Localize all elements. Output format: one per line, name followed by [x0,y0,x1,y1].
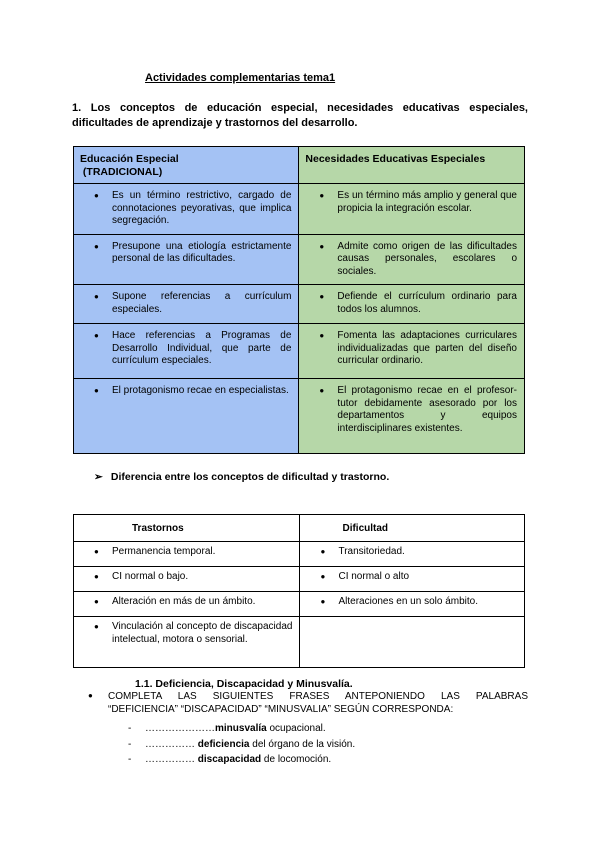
arrow-bullet-icon: ➢ [94,471,103,483]
blank-dots: …………… [145,754,198,765]
bullet-icon: ● [94,292,99,301]
fill-in-list [128,721,355,768]
instruction-line1: COMPLETA LAS SIGUIENTES FRASES ANTEPONIENDO LAS PALABRAS [108,691,528,702]
table-row [74,592,525,617]
header-dificultad-text: Dificultad [342,522,389,534]
table-row [74,379,525,454]
table-row [74,184,525,235]
table-row [74,617,525,668]
dash-bullet: - [128,738,132,750]
bullet-icon: ● [319,386,325,395]
bullet-icon: ● [319,191,325,200]
table-cell-left [74,617,300,668]
table-cell-right [300,567,525,592]
table-cell-right-empty [300,617,525,668]
cell-text: Permanencia temporal. [112,546,216,557]
bullet-icon: ● [94,386,99,395]
cell-text: El protagonismo recae en el profesor-tutor debidamente asesorado por los departamentos y equipos interdisciplinares existentes. [337,385,517,434]
dash-bullet: - [128,754,132,765]
cell-text: Vinculación al concepto de discapacidad intelectual, motora o sensorial. [112,621,293,645]
bullet-icon: ● [94,572,99,581]
instruction-paragraph [88,690,528,716]
table-cell-left [74,184,299,235]
phrase-rest: ocupacional. [266,723,326,734]
instruction-line2: “DEFICIENCIA” “DISCAPACIDAD” “MINUSVALIA” SEGÚN CORRESPONDA: [108,704,454,715]
table-row [74,285,525,324]
bullet-icon: ● [320,547,326,556]
table-cell-right [299,184,525,235]
table-cell-left [74,567,300,592]
table-cell-left [74,234,299,285]
answer-word: discapacidad [197,754,262,765]
answer-word: minusvalía [215,723,267,734]
difference-note [94,471,389,483]
header-necesidades-educativas [299,147,525,184]
table-cell-left [74,542,300,567]
blank-dots: …………… [145,738,198,750]
section-1-heading-line2: dificultades de aprendizaje y trastornos del desarrollo. [72,117,358,129]
cell-text: Supone referencias a currículum especiales. [112,291,292,315]
bullet-icon: ● [94,547,99,556]
cell-text: Defiende el currículum ordinario para todos los alumnos. [337,291,517,315]
comparison-table-education [73,146,525,454]
cell-text: El protagonismo recae en especialistas. [112,385,289,396]
table-cell-right [299,234,525,285]
table-header-row [74,515,525,542]
table-header-row [74,147,525,184]
bullet-icon: ● [94,597,99,606]
bullet-icon: ● [319,331,325,340]
list-item [128,721,355,737]
cell-text: Hace referencias a Programas de Desarrollo Individual, que parte de currículum especiales. [112,330,292,366]
table-cell-right [299,285,525,324]
header-trastornos [74,515,300,542]
table-row [74,567,525,592]
bullet-icon: ● [88,691,93,700]
cell-text: Alteraciones en un solo ámbito. [338,596,478,607]
list-item [128,737,355,753]
answer-word: deficiencia [197,738,250,750]
comparison-table-disorders [73,514,525,668]
cell-text: Es un término más amplio y general que propicia la integración escolar. [337,190,517,214]
table-cell-right [299,324,525,379]
bullet-icon: ● [94,622,99,631]
phrase-rest: de locomoción. [261,754,332,765]
phrase-rest: del órgano de la visión. [249,738,356,750]
header-left-line2: (TRADICIONAL) [82,166,163,178]
page-title: Actividades complementarias tema1 [145,72,336,84]
table-cell-left [74,324,299,379]
section-1-heading [72,101,528,131]
cell-text: Fomenta las adaptaciones curriculares individualizadas que parten del diseño curricular ordinario. [337,330,517,366]
bullet-icon: ● [94,241,99,251]
table-cell-right [300,592,525,617]
cell-text: CI normal o bajo. [112,571,189,582]
header-educacion-especial [74,147,299,184]
table-row [74,324,525,379]
bullet-icon: ● [94,331,99,340]
bullet-icon: ● [319,241,325,251]
cell-text: Admite como origen de las dificultades causas personales, escolares o sociales. [337,240,517,277]
table-cell-right [300,542,525,567]
table-cell-left [74,379,299,454]
bullet-icon: ● [320,572,326,581]
table-row [74,234,525,285]
bullet-icon: ● [320,597,326,606]
header-dificultad [300,515,525,542]
cell-text: Presupone una etiología estrictamente personal de las dificultades. [112,240,292,264]
bullet-icon: ● [94,191,99,200]
section-1-1-title: 1.1. Deficiencia, Discapacidad y Minusvalía. [135,678,353,690]
table-row [74,542,525,567]
cell-text: Es un término restrictivo, cargado de connotaciones peyorativas, que implica segregación. [112,190,292,226]
cell-text: Transitoriedad. [338,546,405,557]
table-cell-right [299,379,525,454]
cell-text: CI normal o alto [338,571,410,582]
dash-bullet: - [128,723,132,734]
list-item [128,752,355,768]
section-1-heading-line1: 1. Los conceptos de educación especial, necesidades educativas especiales, [72,102,528,114]
table-cell-left [74,285,299,324]
header-left-line1: Educación Especial [80,153,179,165]
bullet-icon: ● [319,292,325,301]
blank-dots: ………………… [145,723,215,734]
difference-note-text: Diferencia entre los conceptos de dificultad y trastorno. [110,471,390,483]
cell-text: Alteración en más de un ámbito. [112,596,256,607]
header-right-text: Necesidades Educativas Especiales [305,153,486,165]
table-cell-left [74,592,300,617]
header-trastornos-text: Trastornos [132,522,184,534]
